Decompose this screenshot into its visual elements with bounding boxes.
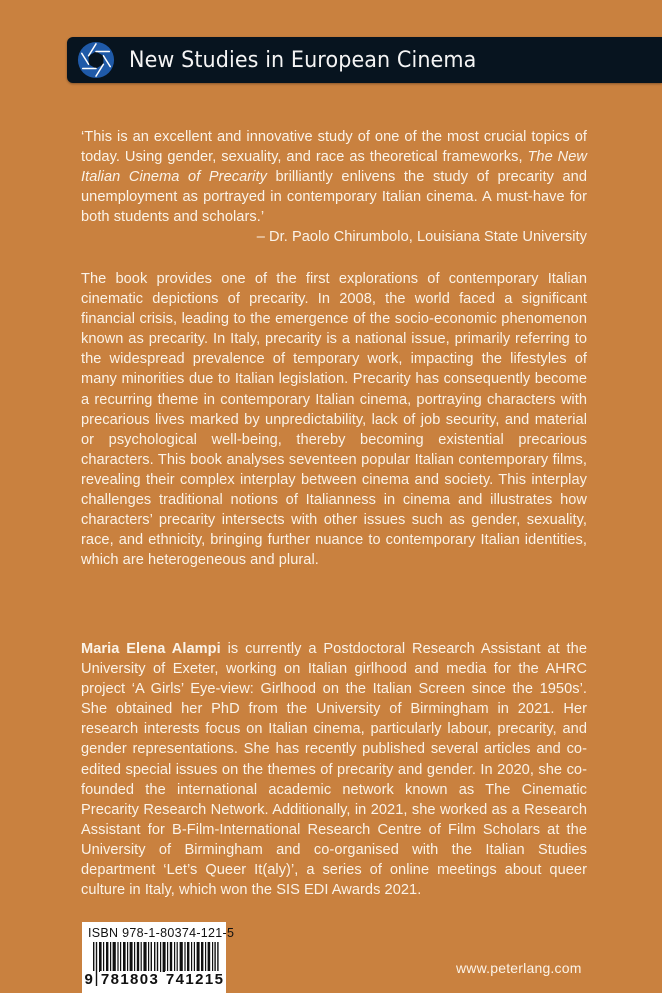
author-bio-text: is currently a Postdoctoral Research Assistant at the University of Exeter, working on Italian girlhood and media for the AHRC project ‘A Girls’ Eye-view: Girlhood on the Italian Screen since the 1950s’. She obtained her PhD from the University of Birmingham in 2021. Her research interests focus on Italian cinema, particularly labour, precarity, and gender representations. She has recently published several articles and co-edited special issues on the themes of precarity and gender. In 2020, she co-founded the international academic network known as The Cinematic Precarity Research Network. Additionally, in 2021, she worked as a Research Assistant for B-Film-International Research Centre of Film Scholars at the University of Birmingham and co-organised with the Italian Studies department ‘Let’s Queer It(aly)’, a series of online meetings about queer culture in Italy, which won the SIS EDI Awards 2021. bbox=[81, 641, 587, 899]
barcode-digit-first: 9 bbox=[84, 971, 95, 988]
camera-aperture-icon bbox=[77, 41, 115, 79]
isbn-barcode bbox=[82, 922, 235, 993]
author-name: Maria Elena Alampi bbox=[81, 641, 221, 657]
isbn-label: ISBN 978-1-80374-121-5 bbox=[88, 926, 235, 940]
quoted-book-title: The New Italian Cinema of Precarity bbox=[81, 149, 587, 186]
endorsement-quote bbox=[81, 127, 587, 248]
barcode-digits-right: 741215 bbox=[165, 971, 225, 988]
quote-attribution: – Dr. Paolo Chirumbolo, Louisiana State University bbox=[256, 229, 587, 246]
barcode-digits bbox=[84, 971, 225, 988]
author-bio bbox=[81, 639, 587, 900]
series-title: New Studies in European Cinema bbox=[129, 47, 477, 73]
quote-text-pre: ‘This is an excellent and innovative study of one of the most crucial topics of today. Using gender, sexuality, and race as theoretical frameworks, bbox=[81, 129, 587, 166]
book-description: The book provides one of the first explorations of contemporary Italian cinematic depictions of precarity. In 2008, the world faced a significant financial crisis, leading to the emergence of the socio-economic phenomenon known as precarity. In Italy, precarity is a national issue, primarily referring to the widespread prevalence of temporary work, impacting the lifestyles of many minorities due to Italian legislation. Precarity has consequently become a recurring theme in contemporary Italian cinema, portraying characters with precarious lives marked by unpredictability, lack of job security, and material or psychological well-being, thereby becoming existential precarious characters. This book analyses seventeen popular Italian contemporary films, revealing their complex interplay between cinema and society. This interplay challenges traditional notions of Italianness in cinema and illustrates how characters’ precarity intersects with other issues such as gender, sexuality, race, and ethnicity, bringing further nuance to contemporary Italian identities, which are heterogeneous and plural. bbox=[81, 271, 587, 569]
publisher-website: www.peterlang.com bbox=[456, 960, 582, 976]
quote-text-post: brilliantly enlivens the study of precarity and unemployment as portrayed in contemporary Italian cinema. A must-have for both students and scholars.’ bbox=[81, 169, 587, 226]
barcode-digits-left: 781803 bbox=[100, 971, 160, 988]
series-banner bbox=[67, 37, 662, 83]
